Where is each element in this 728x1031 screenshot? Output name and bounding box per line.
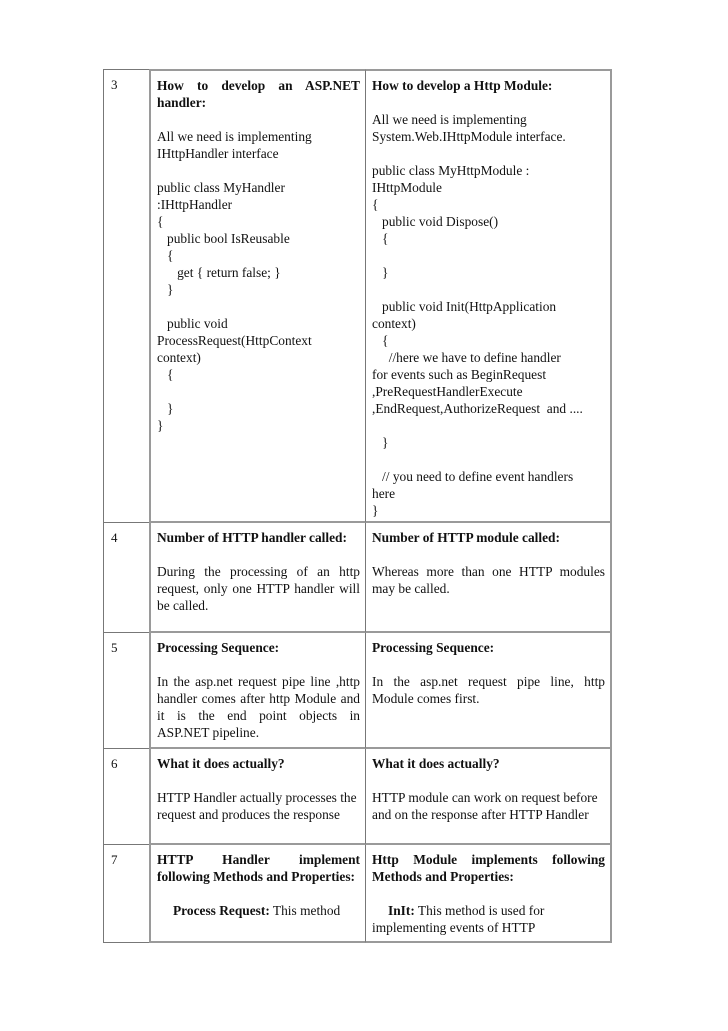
handler-heading: What it does actually? xyxy=(157,756,285,771)
code-line: public void Init(HttpApplication xyxy=(372,299,557,314)
module-heading: Processing Sequence: xyxy=(372,640,495,655)
code-line: { xyxy=(157,214,164,229)
table-row xyxy=(103,69,612,523)
row-number: 5 xyxy=(111,640,118,655)
module-code-block xyxy=(372,162,605,519)
module-text: All we need is implementing System.Web.IHttpModule interface. xyxy=(372,112,566,144)
code-line: public void Dispose() xyxy=(372,214,499,229)
module-cell xyxy=(366,69,612,523)
row-number-cell xyxy=(103,749,149,845)
code-line: public bool IsReusable xyxy=(157,231,290,246)
code-line: } xyxy=(372,503,379,518)
module-text: Whereas more than one HTTP modules may be called. xyxy=(372,564,605,596)
code-line: for events such as BeginRequest xyxy=(372,367,547,382)
code-line: } xyxy=(372,265,389,280)
row-number: 7 xyxy=(111,852,118,867)
handler-text: HTTP Handler actually processes the request and produces the response xyxy=(157,790,357,822)
module-heading: What it does actually? xyxy=(372,756,500,771)
code-line: get { return false; } xyxy=(157,265,281,280)
code-line xyxy=(372,281,605,298)
module-text: In the asp.net request pipe line, http Module comes first. xyxy=(372,674,605,706)
code-line xyxy=(157,298,360,315)
comparison-table xyxy=(103,69,612,943)
handler-heading: HTTP Handler implement following Methods and Properties: xyxy=(157,852,360,884)
handler-method-label: Process Request: xyxy=(173,903,270,918)
handler-text: All we need is implementing IHttpHandler interface xyxy=(157,129,312,161)
code-line: IHttpModule xyxy=(372,180,442,195)
module-heading: Number of HTTP module called: xyxy=(372,530,560,545)
module-cell xyxy=(366,749,612,845)
handler-text: In the asp.net request pipe line ,http handler comes after http Module and it is the end point objects in ASP.NET pipeline. xyxy=(157,674,360,740)
code-line xyxy=(372,451,605,468)
row-number-cell xyxy=(103,523,149,633)
code-line: { xyxy=(372,197,379,212)
code-line xyxy=(372,417,605,434)
handler-cell xyxy=(149,523,366,633)
code-line: ,EndRequest,AuthorizeRequest and .... xyxy=(372,401,583,416)
handler-heading: Processing Sequence: xyxy=(157,640,280,655)
module-text: HTTP module can work on request before and on the response after HTTP Handler xyxy=(372,790,598,822)
code-line: { xyxy=(157,248,174,263)
module-heading: Http Module implements following Methods and Properties: xyxy=(372,852,605,884)
handler-cell xyxy=(149,633,366,749)
table-row xyxy=(103,523,612,633)
handler-cell xyxy=(149,845,366,943)
table-row xyxy=(103,633,612,749)
code-line xyxy=(372,247,605,264)
handler-method-item xyxy=(157,902,360,919)
code-line: public class MyHttpModule : xyxy=(372,163,530,178)
row-number-cell xyxy=(103,633,149,749)
code-line: public void xyxy=(157,316,228,331)
code-line: } xyxy=(157,282,174,297)
code-line: } xyxy=(157,418,164,433)
code-line: { xyxy=(372,333,389,348)
row-number: 6 xyxy=(111,756,118,771)
table-row xyxy=(103,749,612,845)
code-line xyxy=(157,383,360,400)
row-number-cell xyxy=(103,69,149,523)
row-number: 3 xyxy=(111,77,118,92)
handler-method-text: This method xyxy=(269,903,341,918)
module-cell xyxy=(366,633,612,749)
code-line: ProcessRequest(HttpContext xyxy=(157,333,312,348)
code-line: //here we have to define handler xyxy=(372,350,561,365)
handler-heading: How to develop an ASP.NET handler: xyxy=(157,78,360,110)
code-line: context) xyxy=(157,350,201,365)
module-method-text: This method is used for implementing events of HTTP xyxy=(372,903,545,935)
code-line: context) xyxy=(372,316,416,331)
handler-text: During the processing of an http request, only one HTTP handler will be called. xyxy=(157,564,360,613)
module-method-item xyxy=(372,902,605,936)
module-heading: How to develop a Http Module: xyxy=(372,78,553,93)
handler-code-block xyxy=(157,179,360,434)
row-number: 4 xyxy=(111,530,118,545)
module-method-label: InIt: xyxy=(388,903,415,918)
handler-cell xyxy=(149,69,366,523)
module-cell xyxy=(366,845,612,943)
code-line: { xyxy=(372,231,389,246)
code-line: // you need to define event handlers xyxy=(372,469,574,484)
table-row xyxy=(103,845,612,943)
code-line: { xyxy=(157,367,174,382)
handler-heading: Number of HTTP handler called: xyxy=(157,530,347,545)
code-line: :IHttpHandler xyxy=(157,197,233,212)
code-line: here xyxy=(372,486,396,501)
row-number-cell xyxy=(103,845,149,943)
code-line: ,PreRequestHandlerExecute xyxy=(372,384,523,399)
module-cell xyxy=(366,523,612,633)
code-line: } xyxy=(157,401,174,416)
code-line: public class MyHandler xyxy=(157,180,285,195)
code-line: } xyxy=(372,435,389,450)
handler-cell xyxy=(149,749,366,845)
